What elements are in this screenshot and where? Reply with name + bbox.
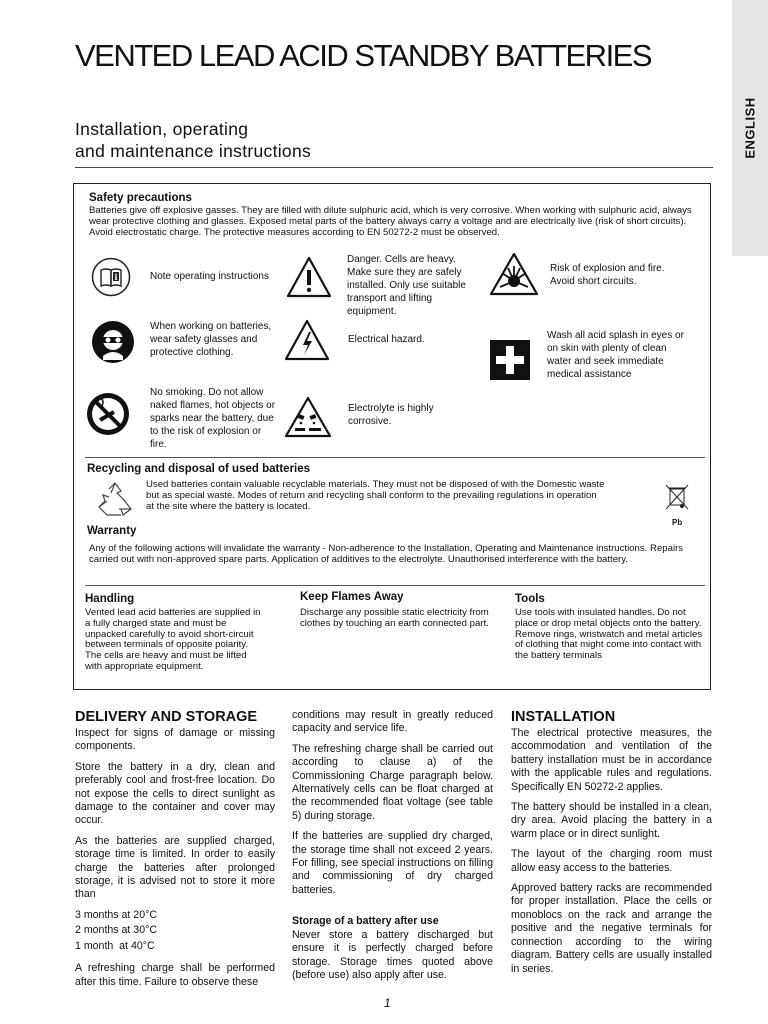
no-smoking-icon	[86, 392, 130, 436]
page-title: VENTED LEAD ACID STANDBY BATTERIES	[75, 38, 652, 73]
flames-text: Discharge any possible static electricity from clothes by touching an earth connected part.	[300, 607, 489, 629]
safety-intro: Batteries give off explosive gasses. They are filled with dilute sulphuric acid, which is very corrosive. When working with sulphuric acid, always wear protective clothing and glasses. Exposed metal parts of the battery always carry a voltage and are electrically live (risk of short circuits). Avoid electrostatic charge. The protective measures according to EN 50272-2 must be observed.	[89, 205, 692, 238]
installation-p1: The electrical protective measures, the accommodation and ventilation of the battery installation must be in accordance with the applicable rules and regulations. Specifically EN 50272-2 applies.	[511, 727, 712, 793]
delivery-heading: DELIVERY AND STORAGE	[75, 709, 258, 725]
middle-p2: The refreshing charge shall be carried out according to clause a) of the Commissioning Charge paragraph below. Alternatively cells can be float charged at the recommended float voltage (see table 5) during storage.	[292, 742, 493, 822]
divider	[85, 585, 705, 586]
crossed-bin-icon	[664, 483, 690, 517]
glasses-label: When working on batteries, wear safety glasses and protective clothing.	[150, 321, 272, 358]
first-aid-icon	[490, 340, 530, 380]
flames-heading: Keep Flames Away	[300, 591, 404, 603]
storage-after-use-heading: Storage of a battery after use	[292, 915, 439, 928]
warranty-heading: Warranty	[87, 525, 137, 537]
recycle-icon	[95, 481, 135, 519]
heavy-label: Danger. Cells are heavy. Make sure they are safely installed. Only use suitable transport and lifting equipment.	[347, 254, 466, 317]
middle-p3: If the batteries are supplied dry charged, the storage time shall not exceed 2 years. For filling, see special instructions on filling and commissioning of dry charged batteries.	[292, 830, 493, 896]
divider	[85, 457, 705, 458]
delivery-p3: As the batteries are supplied charged, storage time is limited. In order to easily charge the batteries after prolonged storage, it is advised not to store it more than	[75, 834, 275, 901]
storage-time-item: 2 months at 30°C	[75, 924, 157, 937]
tools-heading: Tools	[515, 593, 545, 605]
manual-icon	[91, 257, 131, 297]
middle-p1: conditions may result in greatly reduced capacity and service life.	[292, 709, 493, 735]
storage-time-item: 3 months at 20°C	[75, 908, 157, 921]
explosion-icon	[488, 251, 540, 297]
safety-heading: Safety precautions	[89, 192, 192, 204]
storage-time-item: 1 month at 40°C	[75, 939, 155, 952]
delivery-p1: Inspect for signs of damage or missing components.	[75, 727, 275, 753]
middle-p4: Never store a battery discharged but ensure it is perfectly charged before storage. Storage times quoted above (before use) also apply after use.	[292, 928, 493, 981]
safety-glasses-icon	[91, 320, 135, 364]
delivery-p4: A refreshing charge shall be performed after this time. Failure to observe these	[75, 962, 275, 988]
installation-p3: The layout of the charging room must allow easy access to the batteries.	[511, 848, 712, 874]
subtitle-line-1: Installation, operating	[75, 119, 249, 139]
recycling-heading: Recycling and disposal of used batteries	[87, 463, 311, 475]
middle-column	[292, 709, 493, 989]
svg-text:i: i	[114, 272, 118, 282]
recycling-text: Used batteries contain valuable recyclable materials. They must not be disposed of with the Domestic waste but as special waste. Modes of return and recycling shall conform to the prevailing regulations in operation at the site where the battery is located.	[146, 479, 605, 512]
page-subtitle	[75, 118, 311, 162]
firstaid-label: Wash all acid splash in eyes or on skin with plenty of clean water and seek immediate medical assistance	[547, 330, 684, 380]
electrical-hazard-icon	[284, 318, 330, 362]
handling-heading: Handling	[85, 593, 135, 605]
page-number: 1	[384, 996, 391, 1010]
installation-column	[511, 727, 712, 983]
handling-text: Vented lead acid batteries are supplied in a fully charged state and must be unpacked carefully to avoid short-circuit between terminals of opposite polarity. The cells are heavy and must be lifted with appropriate equipment.	[85, 607, 261, 672]
installation-p4: Approved battery racks are recommended for proper installation. Place the cells or monoblocs on the rack and arrange the positive and the negative terminals for connection according to the wiring diagram. Battery cells are usually installed in series.	[511, 882, 712, 975]
note-label: Note operating instructions	[150, 271, 269, 282]
tools-text: Use tools with insulated handles. Do not place or drop metal objects onto the battery. Remove rings, wristwatch and metal articles of clothing that might come into contact with the battery terminals	[515, 607, 703, 662]
explosion-label: Risk of explosion and fire. Avoid short circuits.	[550, 263, 665, 287]
warranty-text: Any of the following actions will invalidate the warranty - Non-adherence to the Installation, Operating and Maintenance instructions. Repairs carried out with non-approved spare parts. Application of additives to the electrolyte. Unauthorised interference with the battery.	[89, 543, 684, 565]
delivery-p2: Store the battery in a dry, clean and preferably cool and frost-free location. Do not expose the cells to direct sunlight as damage to the container and cover may occur.	[75, 760, 275, 827]
title-rule	[75, 167, 713, 168]
electrical-label: Electrical hazard.	[348, 334, 425, 345]
corrosive-icon	[284, 395, 332, 439]
delivery-column	[75, 727, 275, 996]
installation-heading: INSTALLATION	[511, 709, 616, 725]
nosmoking-label: No smoking. Do not allow naked flames, hot objects or sparks near the battery, due to the risk of explosion or fire.	[150, 387, 276, 450]
storage-times	[75, 909, 275, 953]
language-label: ENGLISH	[742, 97, 758, 159]
warning-icon	[286, 255, 332, 299]
installation-p2: The battery should be installed in a clean, dry area. Avoid placing the battery in a warm place or in direct sunlight.	[511, 801, 712, 840]
subtitle-line-2: and maintenance instructions	[75, 141, 312, 161]
corrosive-label: Electrolyte is highly corrosive.	[348, 403, 434, 427]
pb-label: Pb	[672, 518, 683, 527]
